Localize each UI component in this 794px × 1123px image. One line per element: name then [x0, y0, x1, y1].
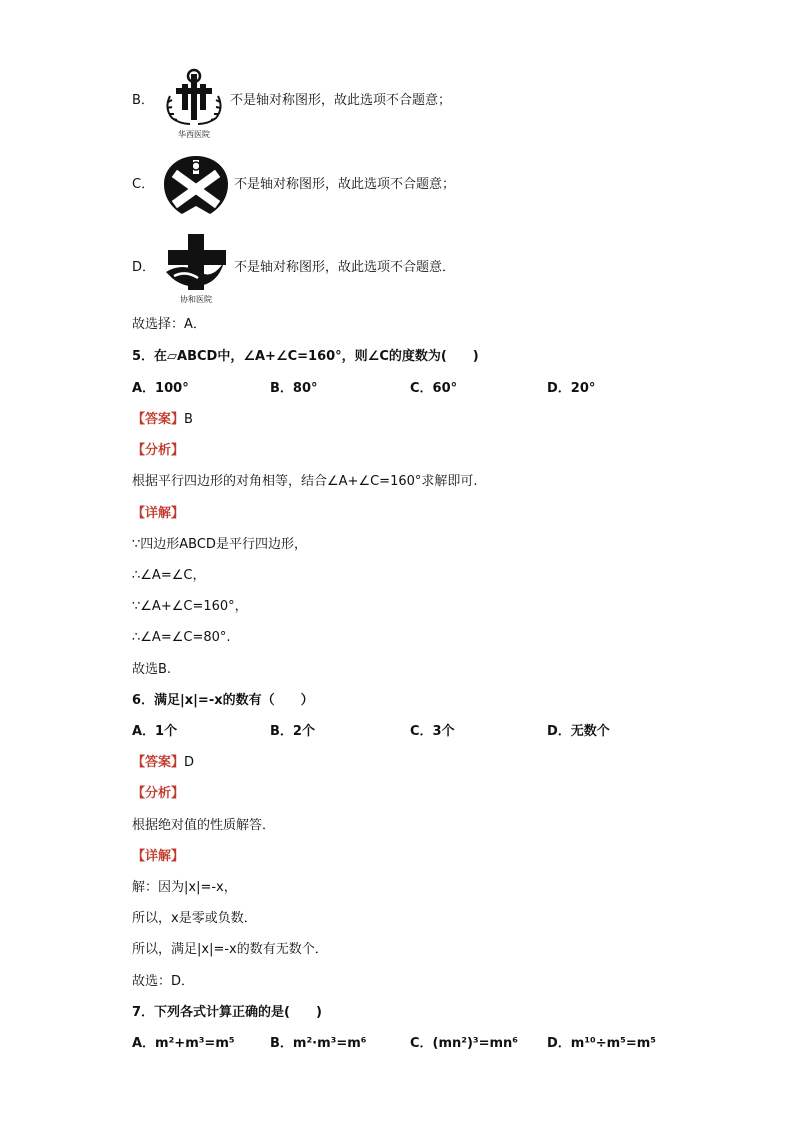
q5-option-a: A．100°	[132, 381, 189, 396]
q5-analysis-tag: 【分析】	[132, 443, 185, 458]
q7-stem: 7．下列各式计算正确的是( )	[132, 1005, 322, 1020]
q5-step-1: ∵四边形ABCD是平行四边形，	[132, 537, 307, 552]
q7-option-b: B．m²·m³=m⁶	[270, 1036, 367, 1051]
q5-option-d: D．20°	[547, 381, 596, 396]
q5-answer-tag: 【答案】	[132, 412, 185, 427]
option-d-letter: D．	[132, 260, 156, 275]
q6-option-d: D．无数个	[547, 724, 610, 739]
option-c-letter: C．	[132, 177, 155, 192]
q5-answer-row	[132, 411, 193, 429]
q6-answer-row	[132, 754, 194, 772]
q5-answer: B	[184, 412, 193, 427]
q5-step-2: ∴∠A=∠C，	[132, 568, 206, 583]
q5-option-b: B．80°	[270, 381, 318, 396]
q5-analysis: 根据平行四边形的对角相等，结合∠A+∠C=160°求解即可.	[132, 474, 478, 489]
option-d-text: 不是轴对称图形，故此选项不合题意．	[234, 260, 456, 275]
q6-option-c: C．3个	[410, 724, 455, 739]
q6-stem: 6．满足|x|=-x的数有（ ）	[132, 693, 314, 708]
q6-option-b: B．2个	[270, 724, 315, 739]
xiehe-hospital-logo	[160, 232, 232, 306]
q6-analysis-tag: 【分析】	[132, 786, 185, 801]
q6-step-2: 所以，x是零或负数．	[132, 911, 257, 926]
huaxi-caption: 华西医院	[178, 130, 210, 139]
q4-conclusion: 故选择：A．	[132, 317, 206, 332]
huaxi-hospital-logo	[160, 66, 228, 140]
xiangya-hospital-logo	[160, 152, 232, 220]
q5-step-4: ∴∠A=∠C=80°.	[132, 630, 231, 645]
q6-option-a: A．1个	[132, 724, 178, 739]
option-b-text: 不是轴对称图形，故此选项不合题意；	[230, 93, 452, 108]
q5-detail-tag: 【详解】	[132, 506, 185, 521]
q6-detail-tag: 【详解】	[132, 849, 185, 864]
q6-answer-tag: 【答案】	[132, 755, 185, 770]
q7-option-d: D．m¹⁰÷m⁵=m⁵	[547, 1036, 656, 1051]
q5-option-c: C．60°	[410, 381, 458, 396]
q5-stem: 5．在▱ABCD中，∠A+∠C=160°，则∠C的度数为( )	[132, 349, 479, 364]
option-b-letter: B．	[132, 93, 154, 108]
q7-option-c: C．(mn²)³=mn⁶	[410, 1036, 518, 1051]
xiehe-caption: 协和医院	[180, 295, 212, 304]
q6-answer: D	[184, 755, 195, 770]
q5-step-3: ∵∠A+∠C=160°，	[132, 599, 248, 614]
option-c-text: 不是轴对称图形，故此选项不合题意；	[234, 177, 456, 192]
q7-option-a: A．m²+m³=m⁵	[132, 1036, 235, 1051]
q6-step-3: 所以，满足|x|=-x的数有无数个．	[132, 942, 328, 957]
q6-analysis: 根据绝对值的性质解答．	[132, 818, 276, 833]
q6-conclusion: 故选：D．	[132, 974, 195, 989]
q5-conclusion: 故选B.	[132, 662, 172, 677]
q6-step-1: 解：因为|x|=-x，	[132, 880, 237, 895]
